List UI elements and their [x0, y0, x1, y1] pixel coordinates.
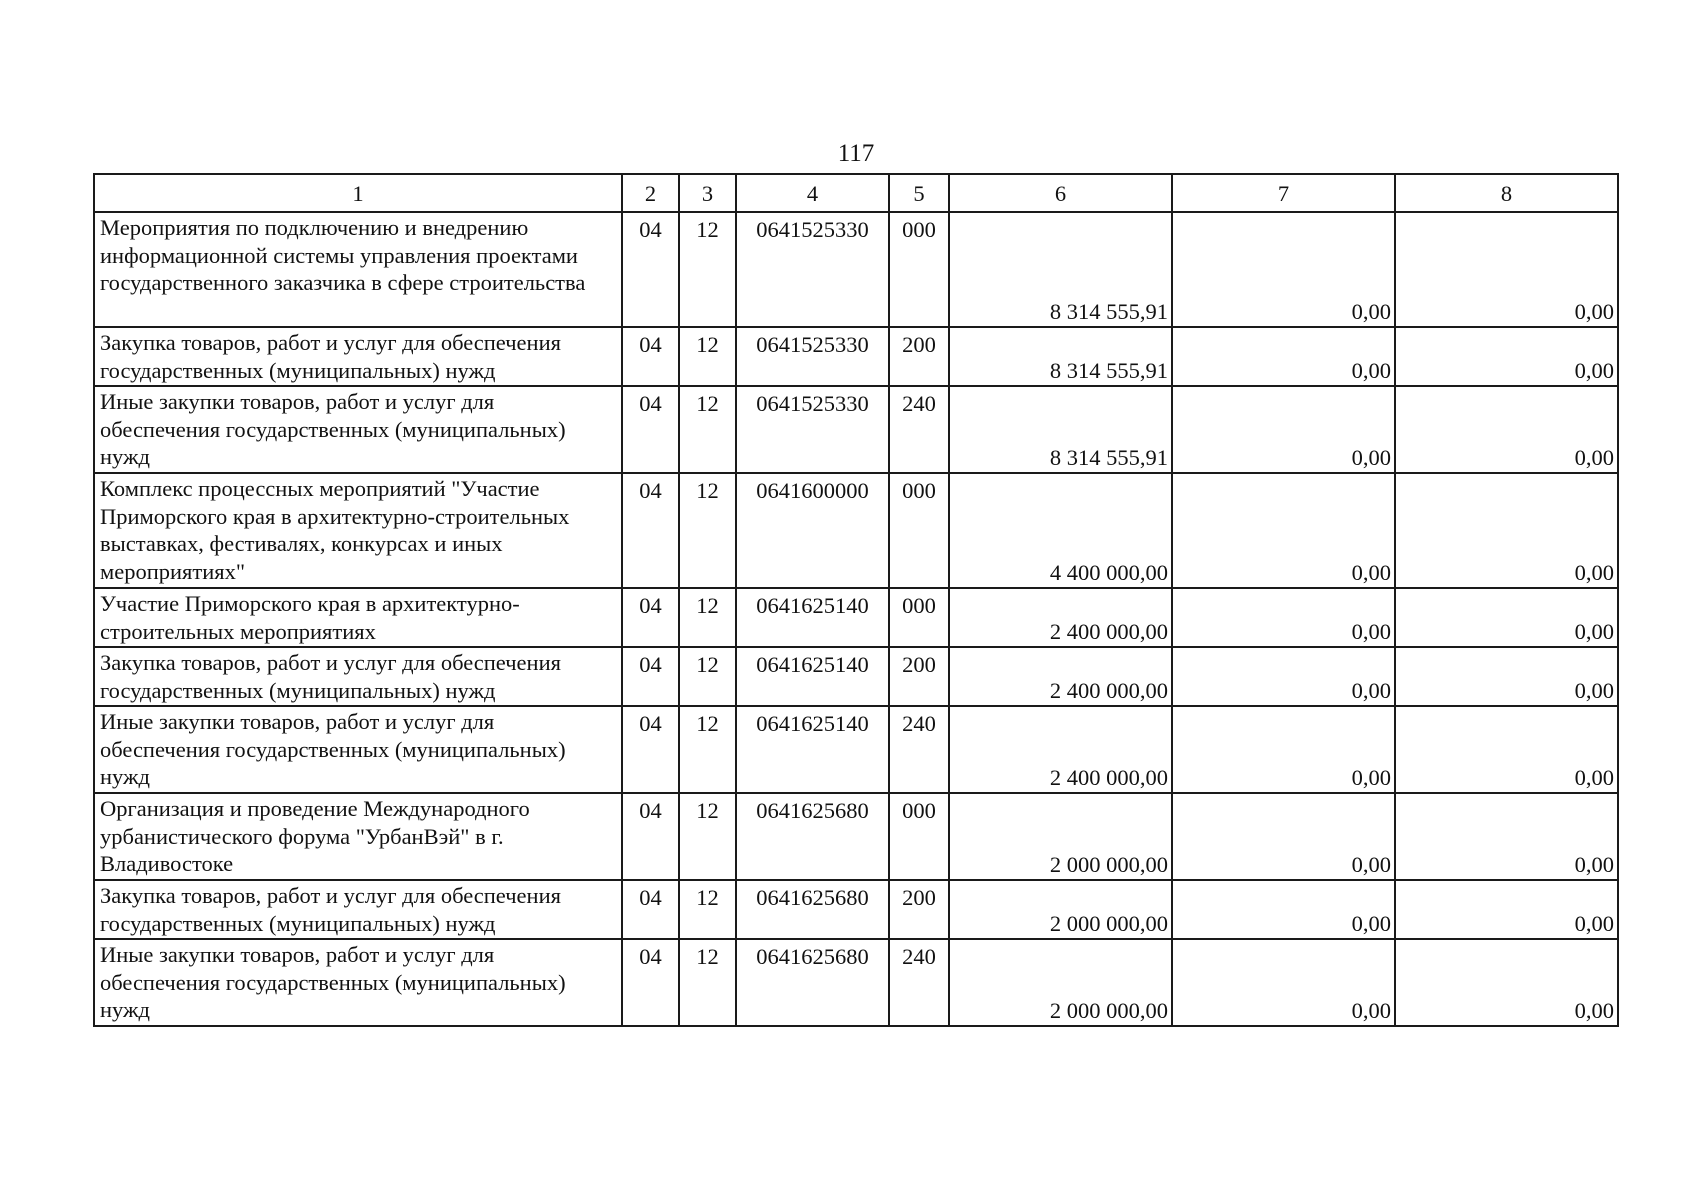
cell-target-article: 0641625680: [736, 880, 889, 939]
cell-expense-type: 000: [889, 212, 949, 327]
column-header: 5: [889, 174, 949, 212]
cell-expense-type: 240: [889, 939, 949, 1026]
cell-section: 04: [622, 327, 679, 386]
cell-amount-8: 0,00: [1395, 939, 1618, 1026]
row-name: Иные закупки товаров, работ и услуг для обеспечения государственных (муниципальных) нужд: [94, 706, 622, 793]
table-row: [94, 939, 1618, 1026]
page-number: 117: [837, 140, 875, 167]
cell-expense-type: 200: [889, 880, 949, 939]
cell-amount-7: 0,00: [1172, 327, 1395, 386]
cell-expense-type: 000: [889, 473, 949, 588]
cell-target-article: 0641625680: [736, 793, 889, 880]
cell-amount-7: 0,00: [1172, 706, 1395, 793]
column-header: 7: [1172, 174, 1395, 212]
cell-expense-type: 240: [889, 386, 949, 473]
cell-amount-7: 0,00: [1172, 473, 1395, 588]
cell-amount-6: 2 400 000,00: [949, 647, 1172, 706]
cell-subsection: 12: [679, 647, 736, 706]
cell-target-article: 0641625140: [736, 706, 889, 793]
cell-subsection: 12: [679, 939, 736, 1026]
cell-amount-6: 2 000 000,00: [949, 880, 1172, 939]
table-row: [94, 647, 1618, 706]
row-name: Закупка товаров, работ и услуг для обеспечения государственных (муниципальных) нужд: [94, 880, 622, 939]
cell-target-article: 0641625680: [736, 939, 889, 1026]
table-row: [94, 793, 1618, 880]
cell-expense-type: 200: [889, 647, 949, 706]
table-row: [94, 706, 1618, 793]
cell-subsection: 12: [679, 880, 736, 939]
cell-amount-6: 2 000 000,00: [949, 939, 1172, 1026]
cell-target-article: 0641625140: [736, 588, 889, 647]
cell-subsection: 12: [679, 327, 736, 386]
table-row: [94, 212, 1618, 327]
cell-section: 04: [622, 386, 679, 473]
cell-section: 04: [622, 473, 679, 588]
cell-amount-6: 2 400 000,00: [949, 588, 1172, 647]
cell-subsection: 12: [679, 588, 736, 647]
cell-section: 04: [622, 939, 679, 1026]
cell-target-article: 0641600000: [736, 473, 889, 588]
table-row: [94, 473, 1618, 588]
table-row: [94, 880, 1618, 939]
cell-amount-6: 4 400 000,00: [949, 473, 1172, 588]
row-name: Мероприятия по подключению и внедрению информационной системы управления проектами государственного заказчика в сфере строительства: [94, 212, 622, 327]
cell-section: 04: [622, 212, 679, 327]
row-name: Участие Приморского края в архитектурно-строительных мероприятиях: [94, 588, 622, 647]
row-name: Комплекс процессных мероприятий "Участие Приморского края в архитектурно-строительных выставках, фестивалях, конкурсах и иных мероприятиях": [94, 473, 622, 588]
cell-amount-8: 0,00: [1395, 706, 1618, 793]
cell-expense-type: 000: [889, 793, 949, 880]
cell-amount-8: 0,00: [1395, 880, 1618, 939]
cell-amount-8: 0,00: [1395, 588, 1618, 647]
cell-amount-8: 0,00: [1395, 473, 1618, 588]
cell-amount-8: 0,00: [1395, 647, 1618, 706]
table-row: [94, 327, 1618, 386]
column-header: 8: [1395, 174, 1618, 212]
cell-amount-7: 0,00: [1172, 939, 1395, 1026]
table-row: [94, 588, 1618, 647]
cell-amount-7: 0,00: [1172, 212, 1395, 327]
cell-subsection: 12: [679, 473, 736, 588]
cell-amount-8: 0,00: [1395, 327, 1618, 386]
cell-section: 04: [622, 647, 679, 706]
cell-target-article: 0641525330: [736, 212, 889, 327]
cell-target-article: 0641625140: [736, 647, 889, 706]
header-row: [94, 174, 1618, 212]
column-header: 1: [94, 174, 622, 212]
cell-expense-type: 200: [889, 327, 949, 386]
cell-subsection: 12: [679, 793, 736, 880]
row-name: Закупка товаров, работ и услуг для обеспечения государственных (муниципальных) нужд: [94, 327, 622, 386]
cell-section: 04: [622, 588, 679, 647]
cell-subsection: 12: [679, 212, 736, 327]
cell-section: 04: [622, 793, 679, 880]
row-name: Иные закупки товаров, работ и услуг для обеспечения государственных (муниципальных) нужд: [94, 386, 622, 473]
cell-amount-6: 2 000 000,00: [949, 793, 1172, 880]
cell-target-article: 0641525330: [736, 386, 889, 473]
cell-amount-7: 0,00: [1172, 386, 1395, 473]
column-header: 3: [679, 174, 736, 212]
cell-target-article: 0641525330: [736, 327, 889, 386]
cell-amount-8: 0,00: [1395, 212, 1618, 327]
cell-subsection: 12: [679, 706, 736, 793]
table-row: [94, 386, 1618, 473]
cell-amount-6: 2 400 000,00: [949, 706, 1172, 793]
cell-amount-8: 0,00: [1395, 793, 1618, 880]
row-name: Закупка товаров, работ и услуг для обеспечения государственных (муниципальных) нужд: [94, 647, 622, 706]
cell-expense-type: 000: [889, 588, 949, 647]
budget-table: [93, 173, 1619, 1027]
cell-section: 04: [622, 706, 679, 793]
cell-amount-7: 0,00: [1172, 588, 1395, 647]
cell-section: 04: [622, 880, 679, 939]
cell-amount-6: 8 314 555,91: [949, 327, 1172, 386]
cell-amount-6: 8 314 555,91: [949, 212, 1172, 327]
cell-amount-6: 8 314 555,91: [949, 386, 1172, 473]
column-header: 4: [736, 174, 889, 212]
cell-subsection: 12: [679, 386, 736, 473]
cell-expense-type: 240: [889, 706, 949, 793]
row-name: Организация и проведение Международного урбанистического форума "УрбанВэй" в г. Владивостоке: [94, 793, 622, 880]
cell-amount-7: 0,00: [1172, 793, 1395, 880]
cell-amount-7: 0,00: [1172, 647, 1395, 706]
column-header: 6: [949, 174, 1172, 212]
cell-amount-8: 0,00: [1395, 386, 1618, 473]
row-name: Иные закупки товаров, работ и услуг для обеспечения государственных (муниципальных) нужд: [94, 939, 622, 1026]
column-header: 2: [622, 174, 679, 212]
cell-amount-7: 0,00: [1172, 880, 1395, 939]
